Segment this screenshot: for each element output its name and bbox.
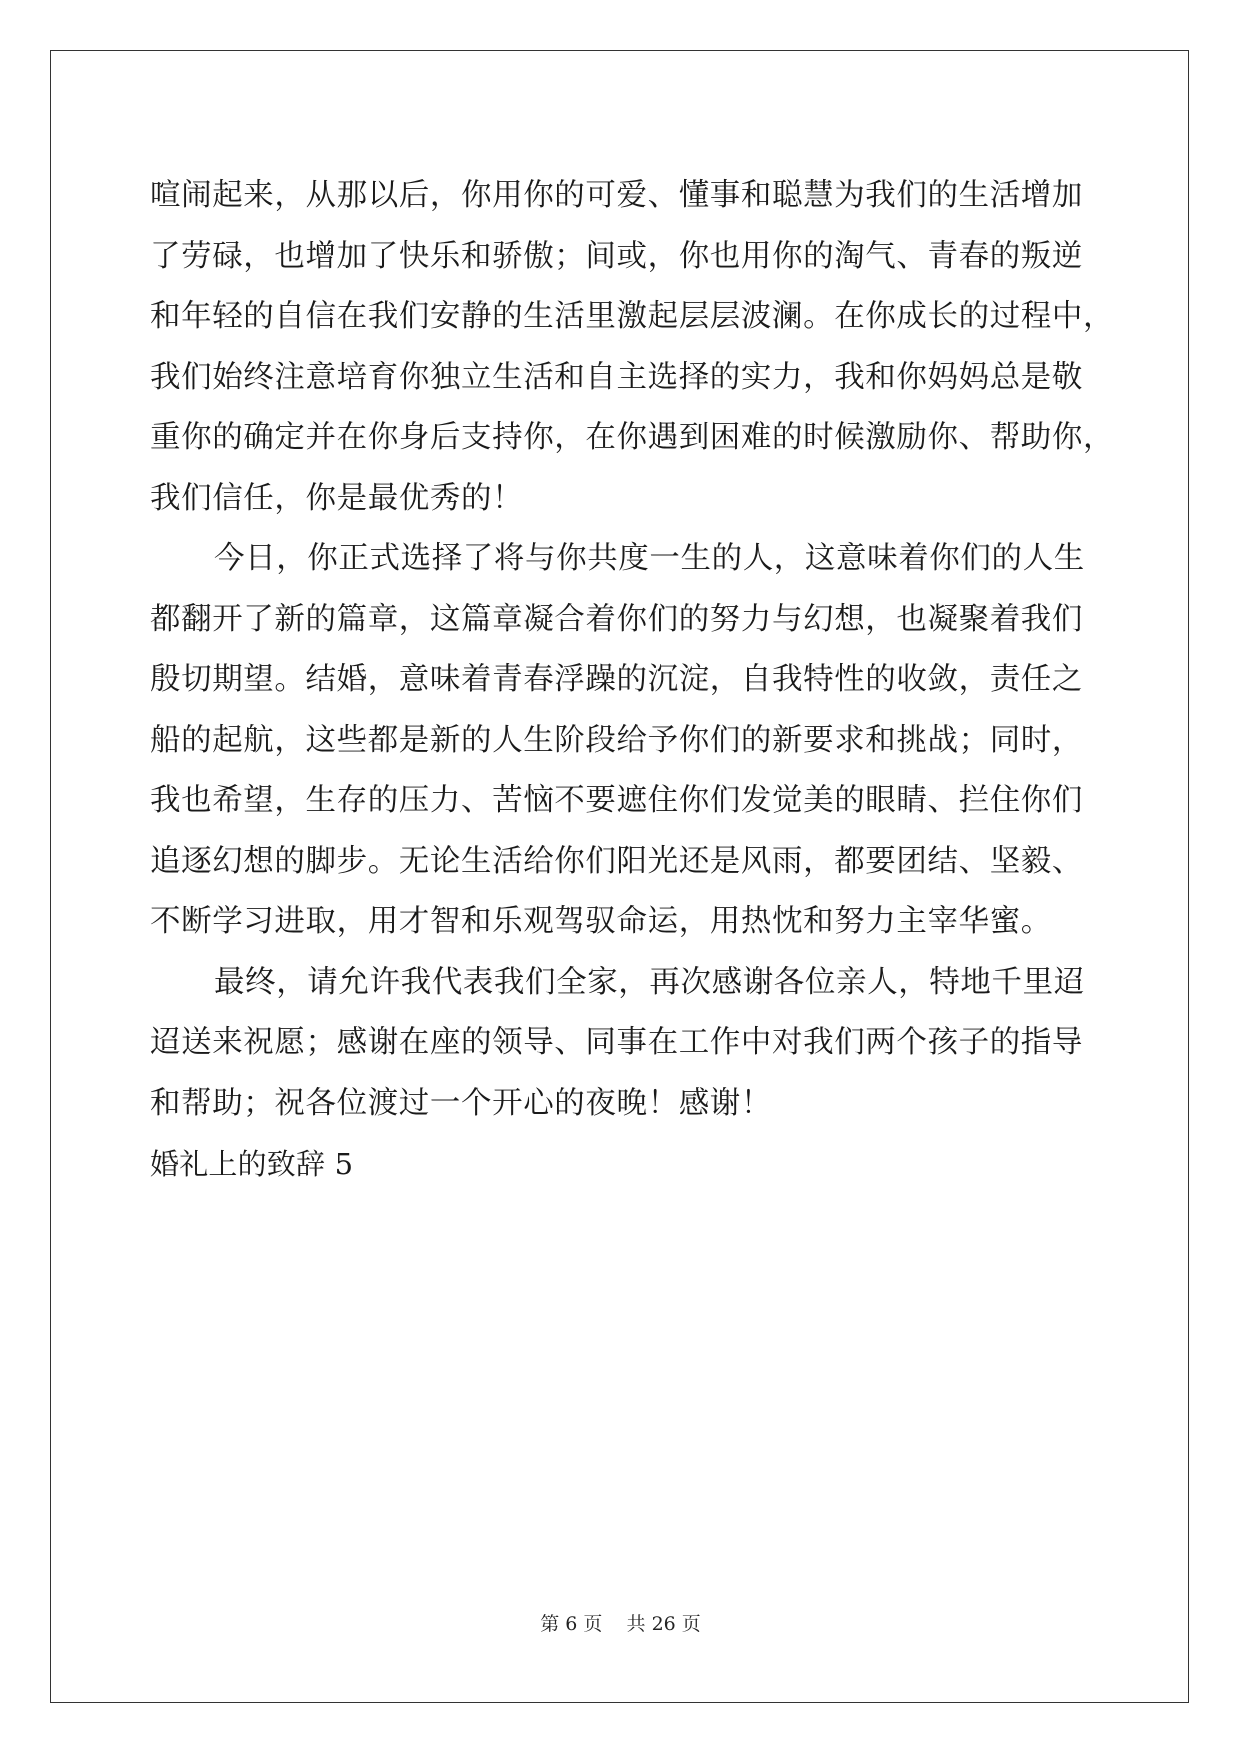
body-line-9: 殷切期望。结婚，意味着青春浮躁的沉淀，自我特性的收敛，责任之 [150, 662, 1083, 697]
body-line-4: 我们始终注意培育你独立生活和自主选择的实力，我和你妈妈总是敬 [150, 359, 1083, 395]
body-line-10: 船的起航，这些都是新的人生阶段给予你们的新要求和挑战；同时， [150, 722, 1083, 758]
page-number-footer: 第 6 页 共 26 页 [540, 1613, 701, 1635]
body-line-11: 我也希望，生存的压力、苦恼不要遮住你们发觉美的眼睛、拦住你们 [150, 783, 1083, 818]
body-line-13: 不断学习进取，用才智和乐观驾驭命运，用热忱和努力主宰华蜜。 [150, 904, 1052, 939]
body-line-8: 都翻开了新的篇章，这篇章凝合着你们的努力与幻想，也凝聚着我们 [150, 601, 1083, 637]
body-line-3: 和年轻的自信在我们安静的生活里激起层层波澜。在你成长的过程中， [150, 299, 1115, 334]
section-heading: 婚礼上的致辞 5 [150, 1147, 354, 1181]
document-body [150, 166, 1115, 1195]
body-line-15: 迢送来祝愿；感谢在座的领导、同事在工作中对我们两个孩子的指导 [150, 1025, 1083, 1060]
body-line-5: 重你的确定并在你身后支持你，在你遇到困难的时候激励你、帮助你， [150, 420, 1115, 455]
body-line-7: 今日，你正式选择了将与你共度一生的人，这意味着你们的人生 [214, 541, 1085, 576]
body-line-16: 和帮助；祝各位渡过一个开心的夜晚！感谢！ [150, 1085, 772, 1121]
body-line-6: 我们信任，你是最优秀的！ [150, 480, 524, 516]
body-line-1: 喧闹起来，从那以后，你用你的可爱、懂事和聪慧为我们的生活增加 [150, 178, 1083, 213]
body-line-2: 了劳碌，也增加了快乐和骄傲；间或，你也用你的淘气、青春的叛逆 [150, 238, 1083, 274]
body-line-12: 追逐幻想的脚步。无论生活给你们阳光还是风雨，都要团结、坚毅、 [150, 843, 1083, 879]
body-line-14: 最终，请允许我代表我们全家，再次感谢各位亲人，特地千里迢 [214, 964, 1085, 1000]
